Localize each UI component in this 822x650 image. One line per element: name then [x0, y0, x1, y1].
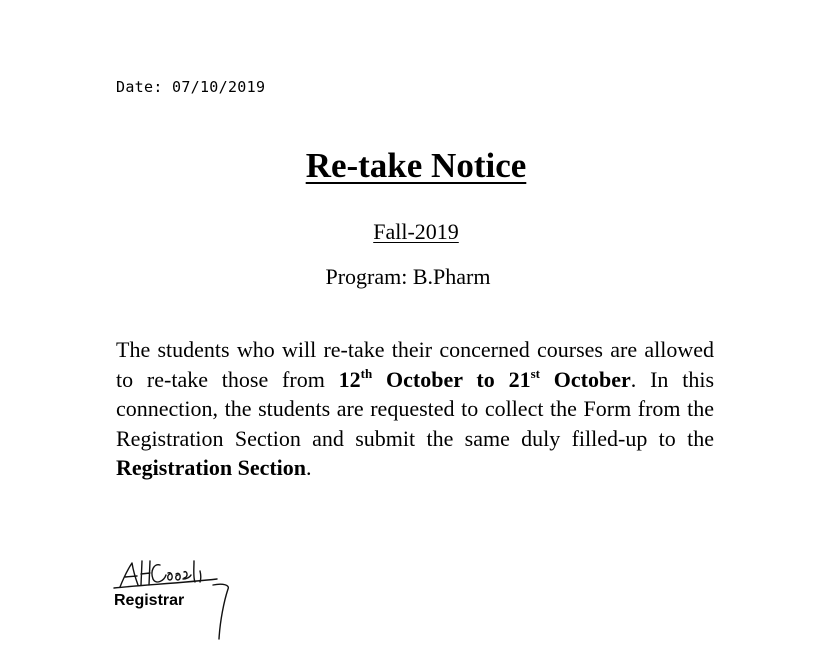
notice-date: Date: 07/10/2019: [116, 78, 266, 96]
start-date: [339, 367, 631, 392]
notice-program: Program: B.Pharm: [325, 264, 491, 289]
end-day: 21: [508, 366, 531, 392]
end-month: October: [553, 366, 631, 392]
notice-title: Re-take Notice: [305, 146, 527, 185]
start-day-suffix: th: [360, 365, 373, 381]
start-month: October to: [372, 366, 509, 392]
start-day: 12: [338, 366, 361, 392]
registrar-title: Registrar: [114, 592, 185, 609]
body-text-part3: .: [306, 455, 312, 480]
registration-office: Registration Section: [116, 455, 307, 480]
notice-semester: Fall-2019: [373, 219, 459, 244]
notice-body: [116, 335, 714, 483]
body-text-part1: The students who will re-take their concerned courses are allowed to re-take those from: [116, 337, 714, 392]
body-text-part2: . In this connection, the students are requested to collect the Form from the Registration Section and submit the same duly filled-up to the: [116, 366, 715, 451]
end-day-suffix: st: [530, 365, 540, 381]
